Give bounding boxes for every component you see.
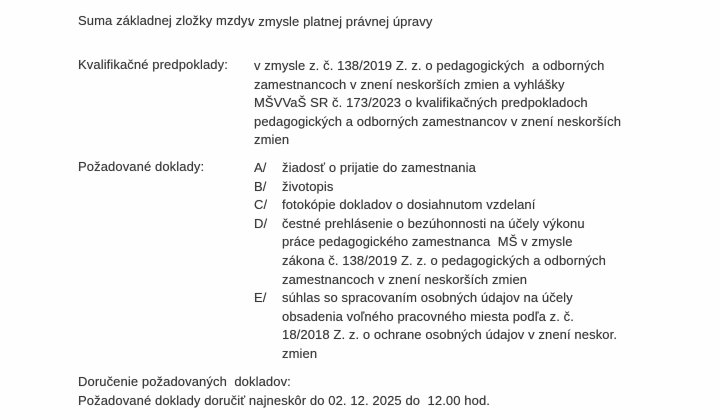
- list-item-d: [254, 215, 617, 289]
- item-continuation-line: zamestnancoch v znení neskorších zmien: [282, 271, 528, 287]
- list-item-a: [254, 159, 617, 178]
- salary-value-line: v zmysle platnej právnej úpravy: [248, 14, 433, 29]
- delivery-section: [78, 373, 490, 410]
- item-text: fotokópie dokladov o dosiahnutom vzdelaní: [282, 197, 536, 213]
- list-item-e: [254, 289, 617, 363]
- list-item-b: [254, 178, 617, 197]
- field-value-salary: [248, 13, 432, 32]
- item-letter: C/: [254, 197, 268, 213]
- field-label-salary: Suma základnej zložky mzdy:: [78, 13, 252, 28]
- item-text: čestné prehlásenie o bezúhonnosti na účely výkonu: [282, 215, 585, 231]
- qualifications-line: pedagogických a odborných zamestnancov v znení neskorších: [254, 113, 622, 129]
- field-value-qualifications: [254, 57, 621, 150]
- list-item-c: [254, 196, 617, 215]
- item-continuation-line: zákona č. 138/2019 Z. z. o pedagogických a odborných: [282, 252, 606, 268]
- item-letter: E/: [254, 290, 267, 306]
- qualifications-line: zamestnancoch v znení neskorších zmien a vyhlášky: [254, 76, 565, 92]
- item-text: žiadosť o prijatie do zamestnania: [282, 160, 476, 175]
- item-letter: B/: [254, 178, 267, 194]
- item-continuation-line: zmien: [282, 345, 318, 361]
- delivery-deadline: Požadované doklady doručiť najneskôr do 02. 12. 2025 do 12.00 hod.: [78, 392, 490, 408]
- item-continuation-line: obsadenia voľného pracovného miesta podľa z. č.: [282, 308, 574, 324]
- item-letter: A/: [254, 160, 267, 175]
- qualifications-line: zmien: [254, 132, 290, 148]
- field-label-qualifications: Kvalifikačné predpoklady:: [78, 57, 228, 72]
- qualifications-line: v zmysle z. č. 138/2019 Z. z. o pedagogických a odborných: [254, 58, 605, 73]
- qualifications-line: MŠVVaŠ SR č. 173/2023 o kvalifikačných predpokladoch: [254, 95, 588, 111]
- field-value-required-documents: [254, 159, 617, 364]
- item-continuation-line: 18/2018 Z. z. o ochrane osobných údajov v znení neskor.: [282, 327, 618, 343]
- item-continuation-line: práce pedagogického zamestnanca MŠ v zmysle: [282, 234, 573, 250]
- delivery-heading: Doručenie požadovaných dokladov:: [78, 374, 291, 389]
- item-text: súhlas so spracovaním osobných údajov na účely: [282, 290, 573, 306]
- field-label-required-documents: Požadované doklady:: [78, 159, 205, 174]
- item-letter: D/: [254, 215, 268, 231]
- item-text: životopis: [282, 178, 334, 194]
